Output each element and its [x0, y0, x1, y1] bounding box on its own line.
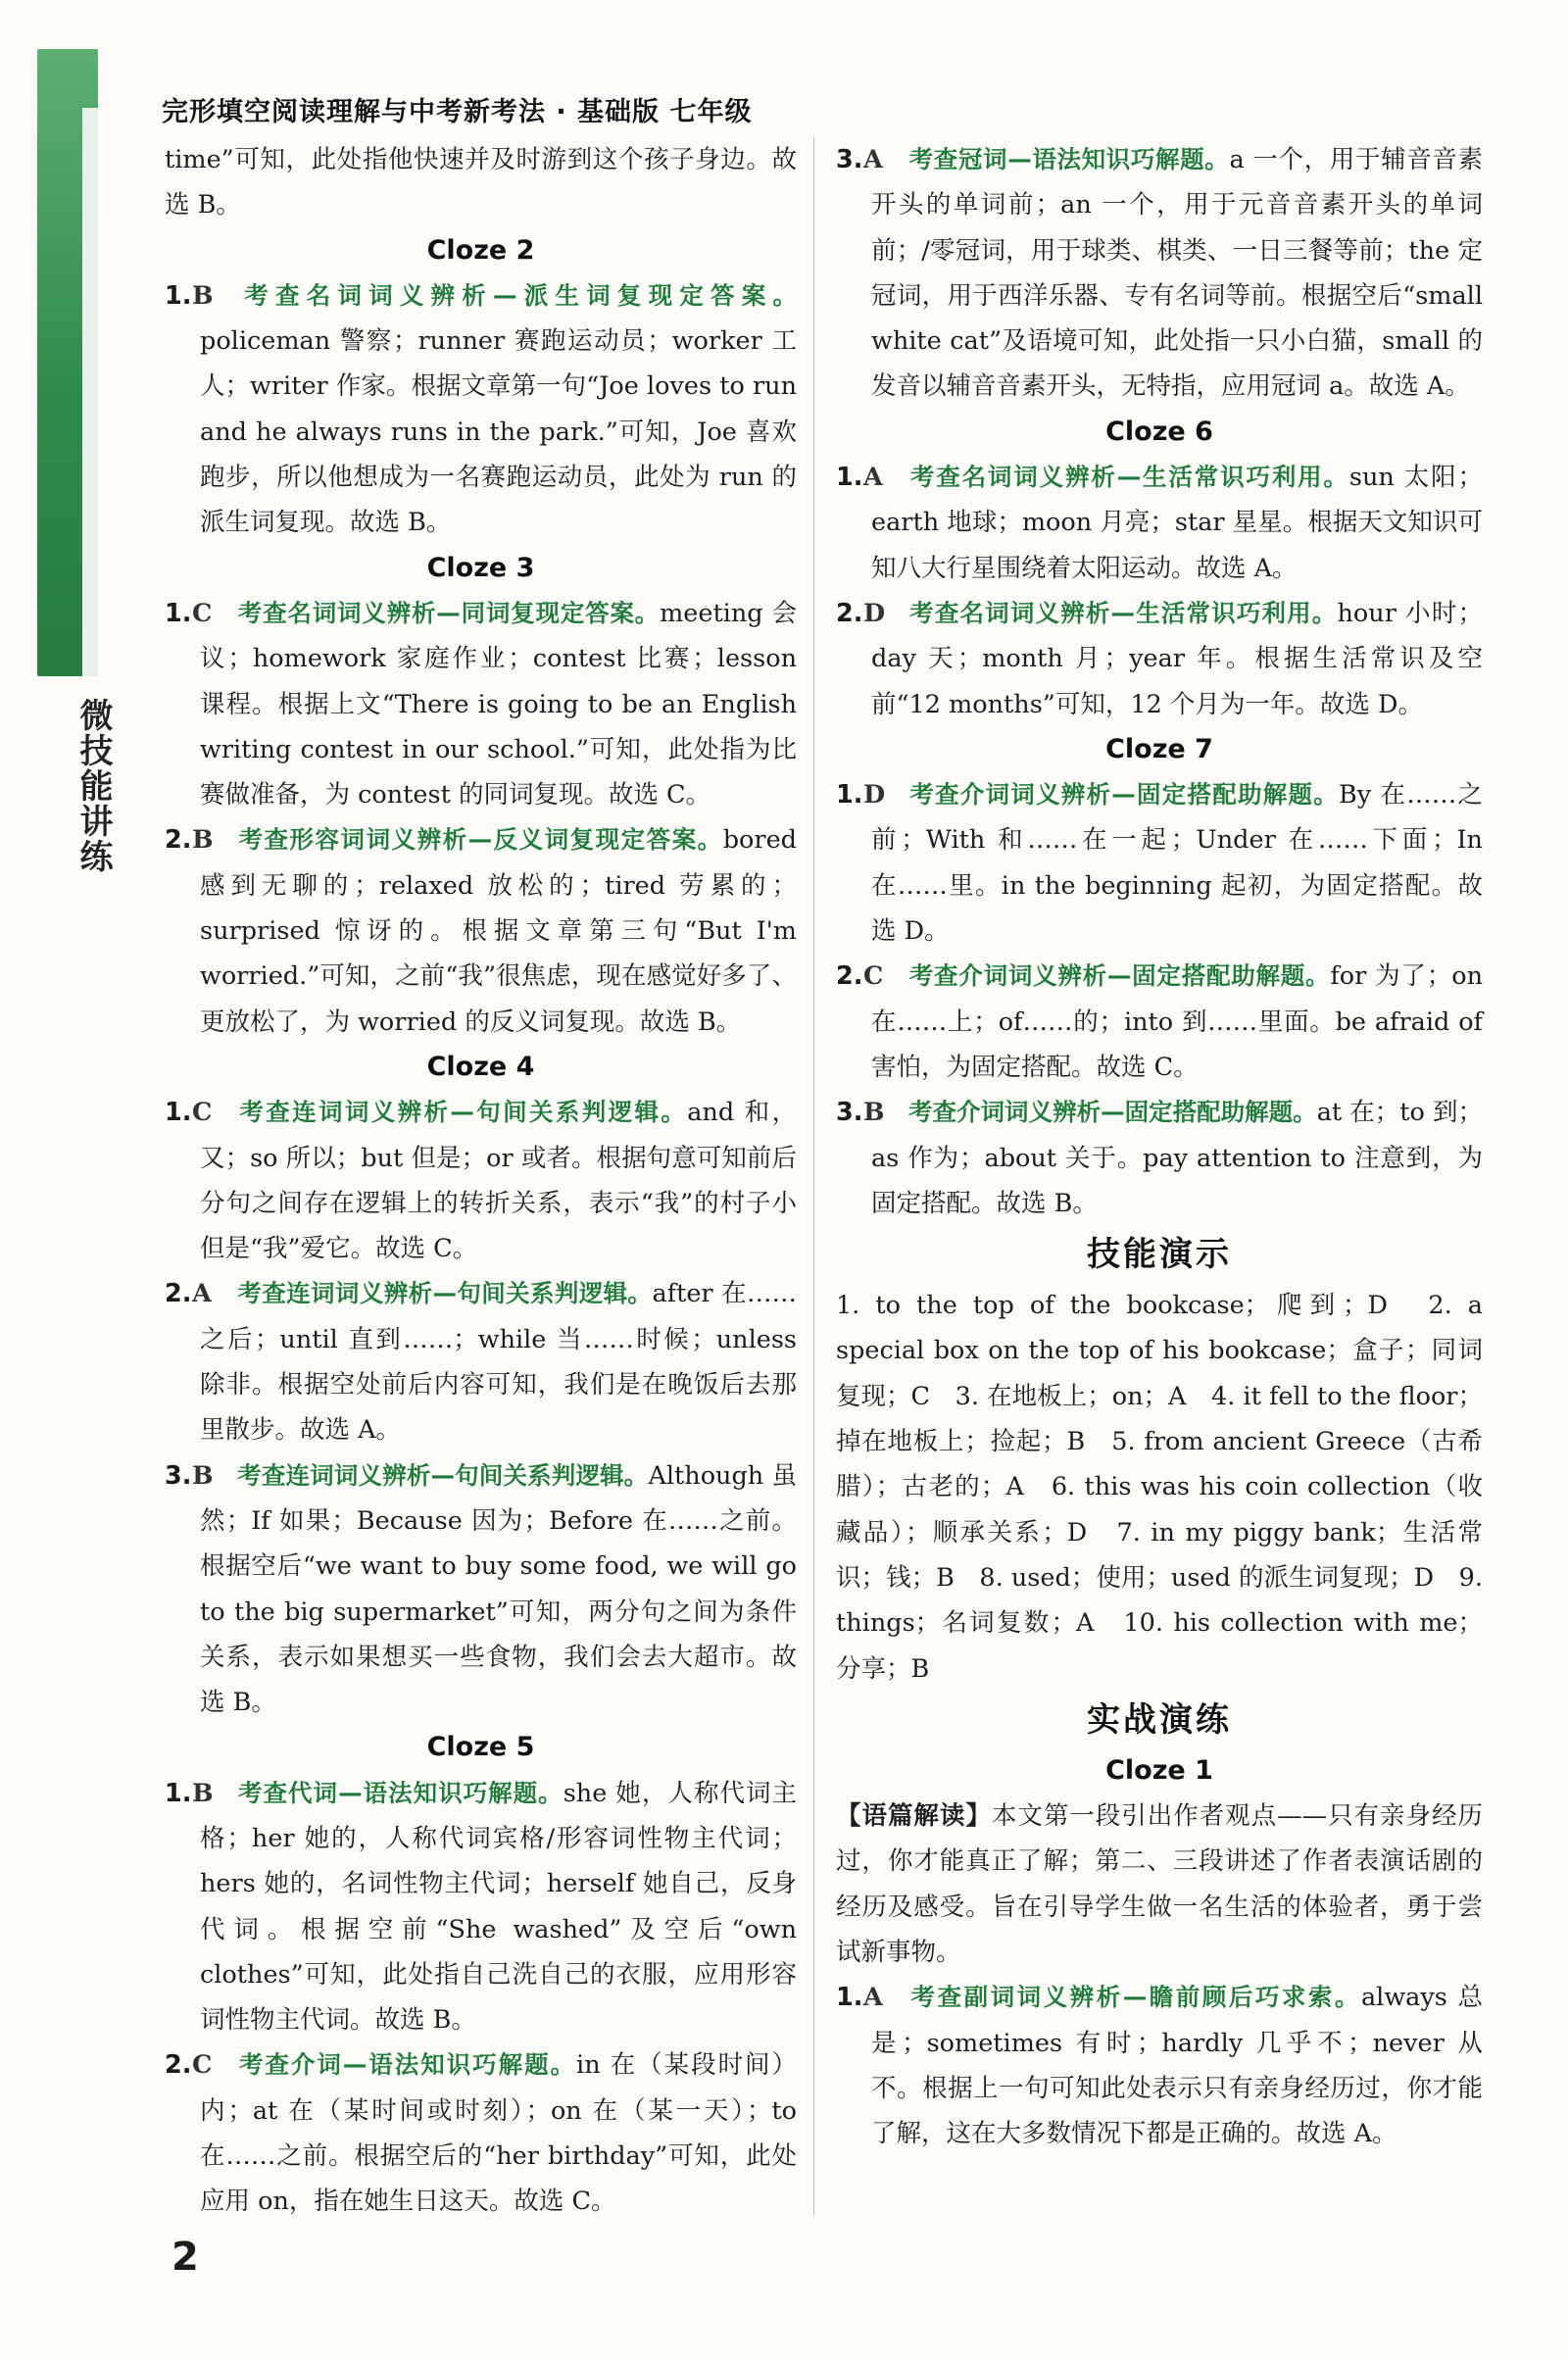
- item-answer: C: [863, 961, 884, 992]
- item-body: always 总是；sometimes 有时；hardly 几乎不；never 从不。根据上一句可知此处表示只有亲身经历过，你才能了解，这在大多数情况下都是正确的。故选 A。: [871, 1983, 1483, 2149]
- item-body: sun 太阳；earth 地球；moon 月亮；star 星星。根据天文知识可知八大行星围绕着太阳运动。故选 A。: [871, 463, 1483, 583]
- item-number: 2.: [836, 598, 863, 628]
- item-topic: 考查连词词义辨析—句间关系判逻辑。: [237, 1460, 649, 1490]
- section-cloze-2: [165, 228, 797, 546]
- item-answer: B: [192, 1460, 214, 1491]
- item-answer: B: [192, 1778, 214, 1808]
- item-topic: 考查介词词义辨析—固定搭配助解题。: [908, 1098, 1317, 1127]
- section-title: Cloze 1: [1105, 1754, 1213, 1786]
- item-answer: C: [192, 598, 213, 628]
- reading-label: 【语篇解读】: [836, 1801, 992, 1832]
- answer-item: [165, 591, 797, 817]
- item-number: 1.: [165, 1778, 192, 1808]
- item-topic: 考查名词词义辨析—生活常识巧利用。: [908, 598, 1338, 627]
- reading-summary: [836, 1794, 1483, 1975]
- section-title: Cloze 6: [1105, 416, 1213, 447]
- item-number: 3.: [836, 1098, 863, 1128]
- item-body: By 在……之前；With 和……在一起；Under 在……下面；In 在……里。in the beginning 起初，为固定搭配。故选 D。: [871, 780, 1483, 947]
- item-number: 1.: [836, 463, 863, 493]
- item-number: 3.: [165, 1460, 192, 1491]
- item-answer: D: [863, 780, 886, 811]
- item-body: for 为了；on 在……上；of……的；into 到……里面。be afraid of 害怕，为固定搭配。故选 C。: [871, 961, 1483, 1082]
- item-body: at 在；to 到；as 作为；about 关于。pay attention to 注意到，为固定搭配。故选 B。: [871, 1098, 1484, 1218]
- item-body: policeman 警察；runner 赛跑运动员；worker 工人；writer 作家。根据文章第一句“Joe loves to run and he always runs in the park.”可知，Joe 喜欢跑步，所以他想成为一名赛跑运动员，此处为 run 的派生词复现。故选 B。: [200, 326, 797, 538]
- section-title: Cloze 3: [426, 552, 535, 583]
- item-topic: 考查副词词义辨析—瞻前顾后巧求索。: [908, 1983, 1361, 2012]
- section-title: Cloze 4: [426, 1051, 535, 1082]
- section-practice: [836, 1692, 1483, 2157]
- answer-item: [836, 1975, 1483, 2156]
- item-number: 2.: [165, 2050, 192, 2081]
- answer-item: [165, 1090, 797, 1271]
- item-topic: 考查冠词—语法知识巧解题。: [908, 145, 1230, 173]
- answer-item: [836, 455, 1483, 591]
- section-cloze-5: [165, 1725, 797, 2224]
- item-topic: 考查代词—语法知识巧解题。: [237, 1778, 564, 1807]
- answer-item: [165, 1453, 797, 1726]
- item-body: a 一个，用于辅音音素开头的单词前；an 一个，用于元音音素开头的单词前；/零冠词，用于球类、棋类、一日三餐等前；the 定冠词，用于西洋乐器、专有名词等前。根据空后“small white cat”及语境可知，此处指一只小白猫，small 的发音以辅音音素开头，无特指，应用冠词 a。故选 A。: [871, 145, 1484, 402]
- item-answer: B: [863, 1098, 885, 1128]
- side-label: 微技能讲练: [74, 698, 113, 874]
- item-topic: 考查连词词义辨析—句间关系判逻辑。: [237, 1279, 653, 1308]
- item-topic: 考查名词词义辨析—生活常识巧利用。: [908, 463, 1349, 492]
- answer-item: [836, 954, 1483, 1090]
- item-number: 1.: [165, 598, 192, 628]
- answer-item: [836, 1090, 1483, 1226]
- item-answer: B: [192, 825, 214, 856]
- left-intro: time”可知，此处指他快速并及时游到这个孩子身边。故选 B。: [165, 145, 797, 221]
- answer-item: [836, 591, 1483, 727]
- section-cloze-6: [836, 410, 1483, 727]
- item-number: 2.: [836, 961, 863, 992]
- item-answer: B: [192, 280, 214, 311]
- item-body: in 在（某段时间）内；at 在（某时间或时刻）；on 在（某一天）；to 在……之前。根据空后的“her birthday”可知，此处应用 on，指在她生日这天。故选 C。: [200, 2050, 798, 2217]
- answer-item: [165, 273, 797, 546]
- section-title: Cloze 5: [426, 1732, 535, 1763]
- item-topic: 考查介词词义辨析—固定搭配助解题。: [908, 961, 1331, 991]
- item-answer: A: [863, 145, 883, 174]
- section-skills-demo: [836, 1226, 1483, 1692]
- item-answer: A: [192, 1279, 212, 1309]
- item-answer: C: [192, 1098, 213, 1128]
- page-header-title: 完形填空阅读理解与中考新考法 · 基础版 七年级: [162, 97, 753, 127]
- skills-answers: 1. to the top of the bookcase；爬到；D 2. a special box on the top of his bookcase；盒子；同词复现；C 3. 在地板上；on；A 4. it fell to the floor；掉在地板上；捡起；B 5. from ancient Greece（古希腊）；古老的；A 6. this was his coin collection（收藏品）；顺承关系；D 7. in my piggy bank；生活常识；钱；B 8. used；使用；used 的派生词复现；D 9. things；名词复数；A 10. his collection with me；分享；B: [836, 1291, 1483, 1684]
- item-topic: 考查介词—语法知识巧解题。: [237, 2050, 577, 2080]
- answer-item: [165, 1271, 797, 1452]
- practice-title: 实战演练: [1087, 1699, 1232, 1740]
- item-topic: 考查连词词义辨析—句间关系判逻辑。: [237, 1098, 688, 1127]
- item-topic: 考查介词词义辨析—固定搭配助解题。: [908, 780, 1339, 810]
- item-number: 1.: [165, 1098, 192, 1128]
- item-topic: 考查形容词词义辨析—反义词复现定答案。: [237, 825, 723, 855]
- item-answer: D: [863, 598, 886, 628]
- item-number: 3.: [836, 145, 863, 174]
- section-cloze-4: [165, 1045, 797, 1725]
- item-answer: A: [863, 463, 883, 493]
- item-topic: 考查名词词义辨析—派生词复现定答案。: [237, 280, 797, 310]
- item-number: 2.: [165, 825, 192, 856]
- item-answer: C: [192, 2050, 213, 2081]
- page-number: 2: [172, 2235, 199, 2280]
- item-number: 1.: [836, 1983, 863, 2013]
- answer-item: [165, 1771, 797, 2043]
- answer-item: [836, 137, 1483, 410]
- item-body: she 她，人称代词主格；her 她的，人称代词宾格/形容词性物主代词；hers 她的，名词性物主代词；herself 她自己，反身代词。根据空前“She washed”及空后“own clothes”可知，此处指自己洗自己的衣服，应用形容词性物主代词。故选 B。: [200, 1778, 797, 2036]
- item-body: after 在……之后；until 直到……；while 当……时候；unless 除非。根据空处前后内容可知，我们是在晚饭后去那里散步。故选 A。: [200, 1279, 797, 1446]
- left-column: [165, 137, 797, 2225]
- right-column: [836, 137, 1483, 2156]
- item-number: 1.: [165, 280, 192, 311]
- item-number: 2.: [165, 1279, 192, 1309]
- item-answer: A: [863, 1983, 883, 2013]
- column-divider: [813, 137, 814, 2215]
- item-topic: 考查名词词义辨析—同词复现定答案。: [237, 598, 661, 627]
- item-body: and 和，又；so 所以；but 但是；or 或者。根据句意可知前后分句之间存在逻辑上的转折关系，表示“我”的村子小但是“我”爱它。故选 C。: [200, 1098, 798, 1264]
- section-title: Cloze 2: [426, 234, 535, 266]
- reading-text: 本文第一段引出作者观点——只有亲身经历过，你才能真正了解；第二、三段讲述了作者表演话剧的经历及感受。旨在引导学生做一名生活的体验者，勇于尝试新事物。: [836, 1801, 1483, 1967]
- section-title: Cloze 7: [1105, 733, 1213, 764]
- item-number: 1.: [836, 780, 863, 811]
- section-cloze-7: [836, 727, 1483, 1226]
- item-body: bored 感到无聊的；relaxed 放松的；tired 劳累的；surprised 惊讶的。根据文章第三句“But I'm worried.”可知，之前“我”很焦虑，现在感觉好多了、更放松了，为 worried 的反义词复现。故选 B。: [200, 825, 797, 1037]
- side-color-bar: [37, 49, 98, 676]
- answer-item: [165, 2042, 797, 2224]
- item-body: Although 虽然；If 如果；Because 因为；Before 在……之前。根据空后“we want to buy some food, we will go to the big supermarket”可知，两分句之间为条件关系，表示如果想买一些食物，我们会去大超市。故选 B。: [200, 1460, 798, 1718]
- answer-item: [165, 817, 797, 1044]
- item-body: meeting 会议；homework 家庭作业；contest 比赛；lesson 课程。根据上文“There is going to be an English writing contest in our school.”可知，此处指为比赛做准备，为 contest 的同词复现。故选 C。: [200, 598, 798, 811]
- section-cloze-3: [165, 546, 797, 1045]
- item-body: hour 小时；day 天；month 月；year 年。根据生活常识及空前“12 months”可知，12 个月为一年。故选 D。: [871, 598, 1483, 719]
- side-bar-lip: [82, 108, 98, 676]
- answer-item: [836, 772, 1483, 954]
- skills-title: 技能演示: [1087, 1235, 1232, 1275]
